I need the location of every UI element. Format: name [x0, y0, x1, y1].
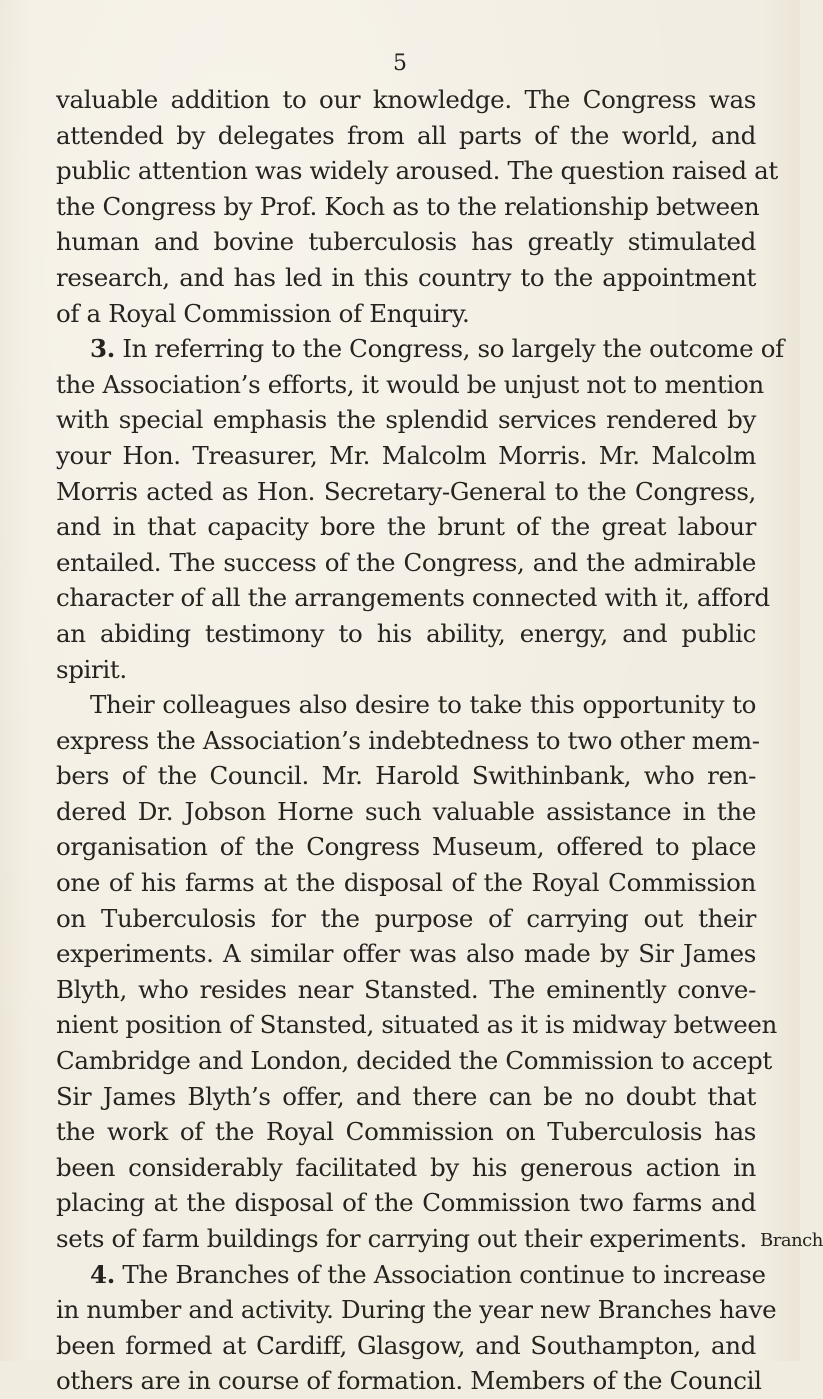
text-line: [56, 509, 756, 545]
section-number: 4.: [90, 1259, 115, 1289]
line-text: placing at the disposal of the Commission two farms and: [56, 1188, 756, 1218]
line-text: The Branches of the Association continue to increase: [122, 1259, 766, 1289]
line-text: attended by delegates from all parts of the world, and: [56, 120, 756, 150]
line-text: been considerably facilitated by his generous action in: [56, 1152, 756, 1182]
line-text: Cambridge and London, decided the Commission to accept: [56, 1046, 772, 1076]
line-text: Blyth, who resides near Stansted. The eminently conve-: [56, 974, 756, 1004]
line-text: character of all the arrangements connected with it, afford: [56, 583, 770, 613]
text-line: [56, 1328, 756, 1364]
line-text: spirit.: [56, 654, 127, 684]
text-line: [56, 936, 756, 972]
text-line: [56, 331, 784, 367]
text-line: [56, 1221, 756, 1257]
line-text: valuable addition to our knowledge. The Congress was: [56, 85, 756, 114]
line-text: sets of farm buildings for carrying out their experiments.: [56, 1224, 747, 1253]
line-text: on Tuberculosis for the purpose of carrying out their: [56, 903, 756, 933]
line-text: with special emphasis the splendid services rendered by: [56, 405, 756, 435]
text-line: [56, 1150, 756, 1186]
line-text: bers of the Council. Mr. Harold Swithinbank, who ren-: [56, 761, 756, 791]
line-text: been formed at Cardiff, Glasgow, and Southampton, and: [56, 1330, 756, 1360]
text-line: [56, 118, 756, 154]
text-line: [56, 901, 756, 937]
text-line: [56, 580, 770, 616]
body-text: [56, 82, 784, 1399]
line-text: the Congress by Prof. Koch as to the relationship between: [56, 191, 760, 221]
line-text: and in that capacity bore the brunt of the great labour: [56, 512, 756, 542]
text-line: [56, 1185, 756, 1221]
text-line: [56, 723, 760, 759]
line-text: public attention was widely aroused. The question raised at: [56, 156, 778, 186]
line-text: the work of the Royal Commission on Tuberculosis has: [56, 1117, 756, 1147]
margin-note: Branch: [760, 1230, 823, 1251]
text-line: [56, 189, 760, 225]
text-line: [56, 153, 778, 189]
text-line: [56, 1257, 766, 1293]
line-text: human and bovine tuberculosis has greatly stimulated: [56, 227, 756, 257]
line-text: others are in course of formation. Members of the Council: [56, 1366, 762, 1396]
section-number: 3.: [90, 334, 115, 364]
text-line: [56, 224, 756, 260]
text-line: [56, 865, 756, 901]
text-line: [56, 367, 764, 403]
line-text: the Association’s efforts, it would be unjust not to mention: [56, 369, 764, 399]
text-line: [56, 687, 756, 723]
text-line: [56, 758, 756, 794]
text-line: [56, 474, 756, 510]
line-text: Their colleagues also desire to take this opportunity to: [90, 690, 756, 720]
text-line: [56, 438, 756, 474]
text-line: [56, 260, 756, 296]
line-text: nient position of Stansted, situated as it is midway between: [56, 1010, 777, 1040]
line-text: entailed. The success of the Congress, and the admirable: [56, 547, 756, 577]
line-text: of a Royal Commission of Enquiry.: [56, 298, 470, 328]
text-line: [56, 1079, 756, 1115]
line-text: Sir James Blyth’s offer, and there can be no doubt that: [56, 1081, 756, 1111]
text-line: [56, 616, 756, 652]
text-line: [56, 1007, 777, 1043]
text-line: [56, 652, 756, 688]
text-line: [56, 1043, 772, 1079]
line-text: your Hon. Treasurer, Mr. Malcolm Morris. Mr. Malcolm: [56, 440, 756, 470]
text-line: [56, 545, 756, 581]
line-text: experiments. A similar offer was also made by Sir James: [56, 939, 756, 969]
text-line: [56, 82, 756, 118]
text-line: [56, 829, 756, 865]
line-text: In referring to the Congress, so largely the outcome of: [122, 334, 784, 364]
text-line: [56, 1114, 756, 1150]
line-text: one of his farms at the disposal of the Royal Commission: [56, 868, 756, 898]
line-text: research, and has led in this country to the appointment: [56, 262, 756, 292]
line-text: an abiding testimony to his ability, energy, and public: [56, 618, 756, 648]
text-line: [56, 794, 756, 830]
line-text: in number and activity. During the year new Branches have: [56, 1295, 777, 1325]
line-text: express the Association’s indebtedness to two other mem-: [56, 725, 760, 755]
text-line: [56, 402, 756, 438]
line-text: organisation of the Congress Museum, offered to place: [56, 832, 756, 862]
line-text: dered Dr. Jobson Horne such valuable assistance in the: [56, 796, 756, 826]
line-text: Morris acted as Hon. Secretary-General to the Congress,: [56, 476, 756, 506]
text-line: [56, 296, 756, 332]
text-line: [56, 1292, 777, 1328]
text-line: [56, 972, 756, 1008]
page-number: 5: [393, 51, 407, 76]
text-line: [56, 1363, 762, 1399]
